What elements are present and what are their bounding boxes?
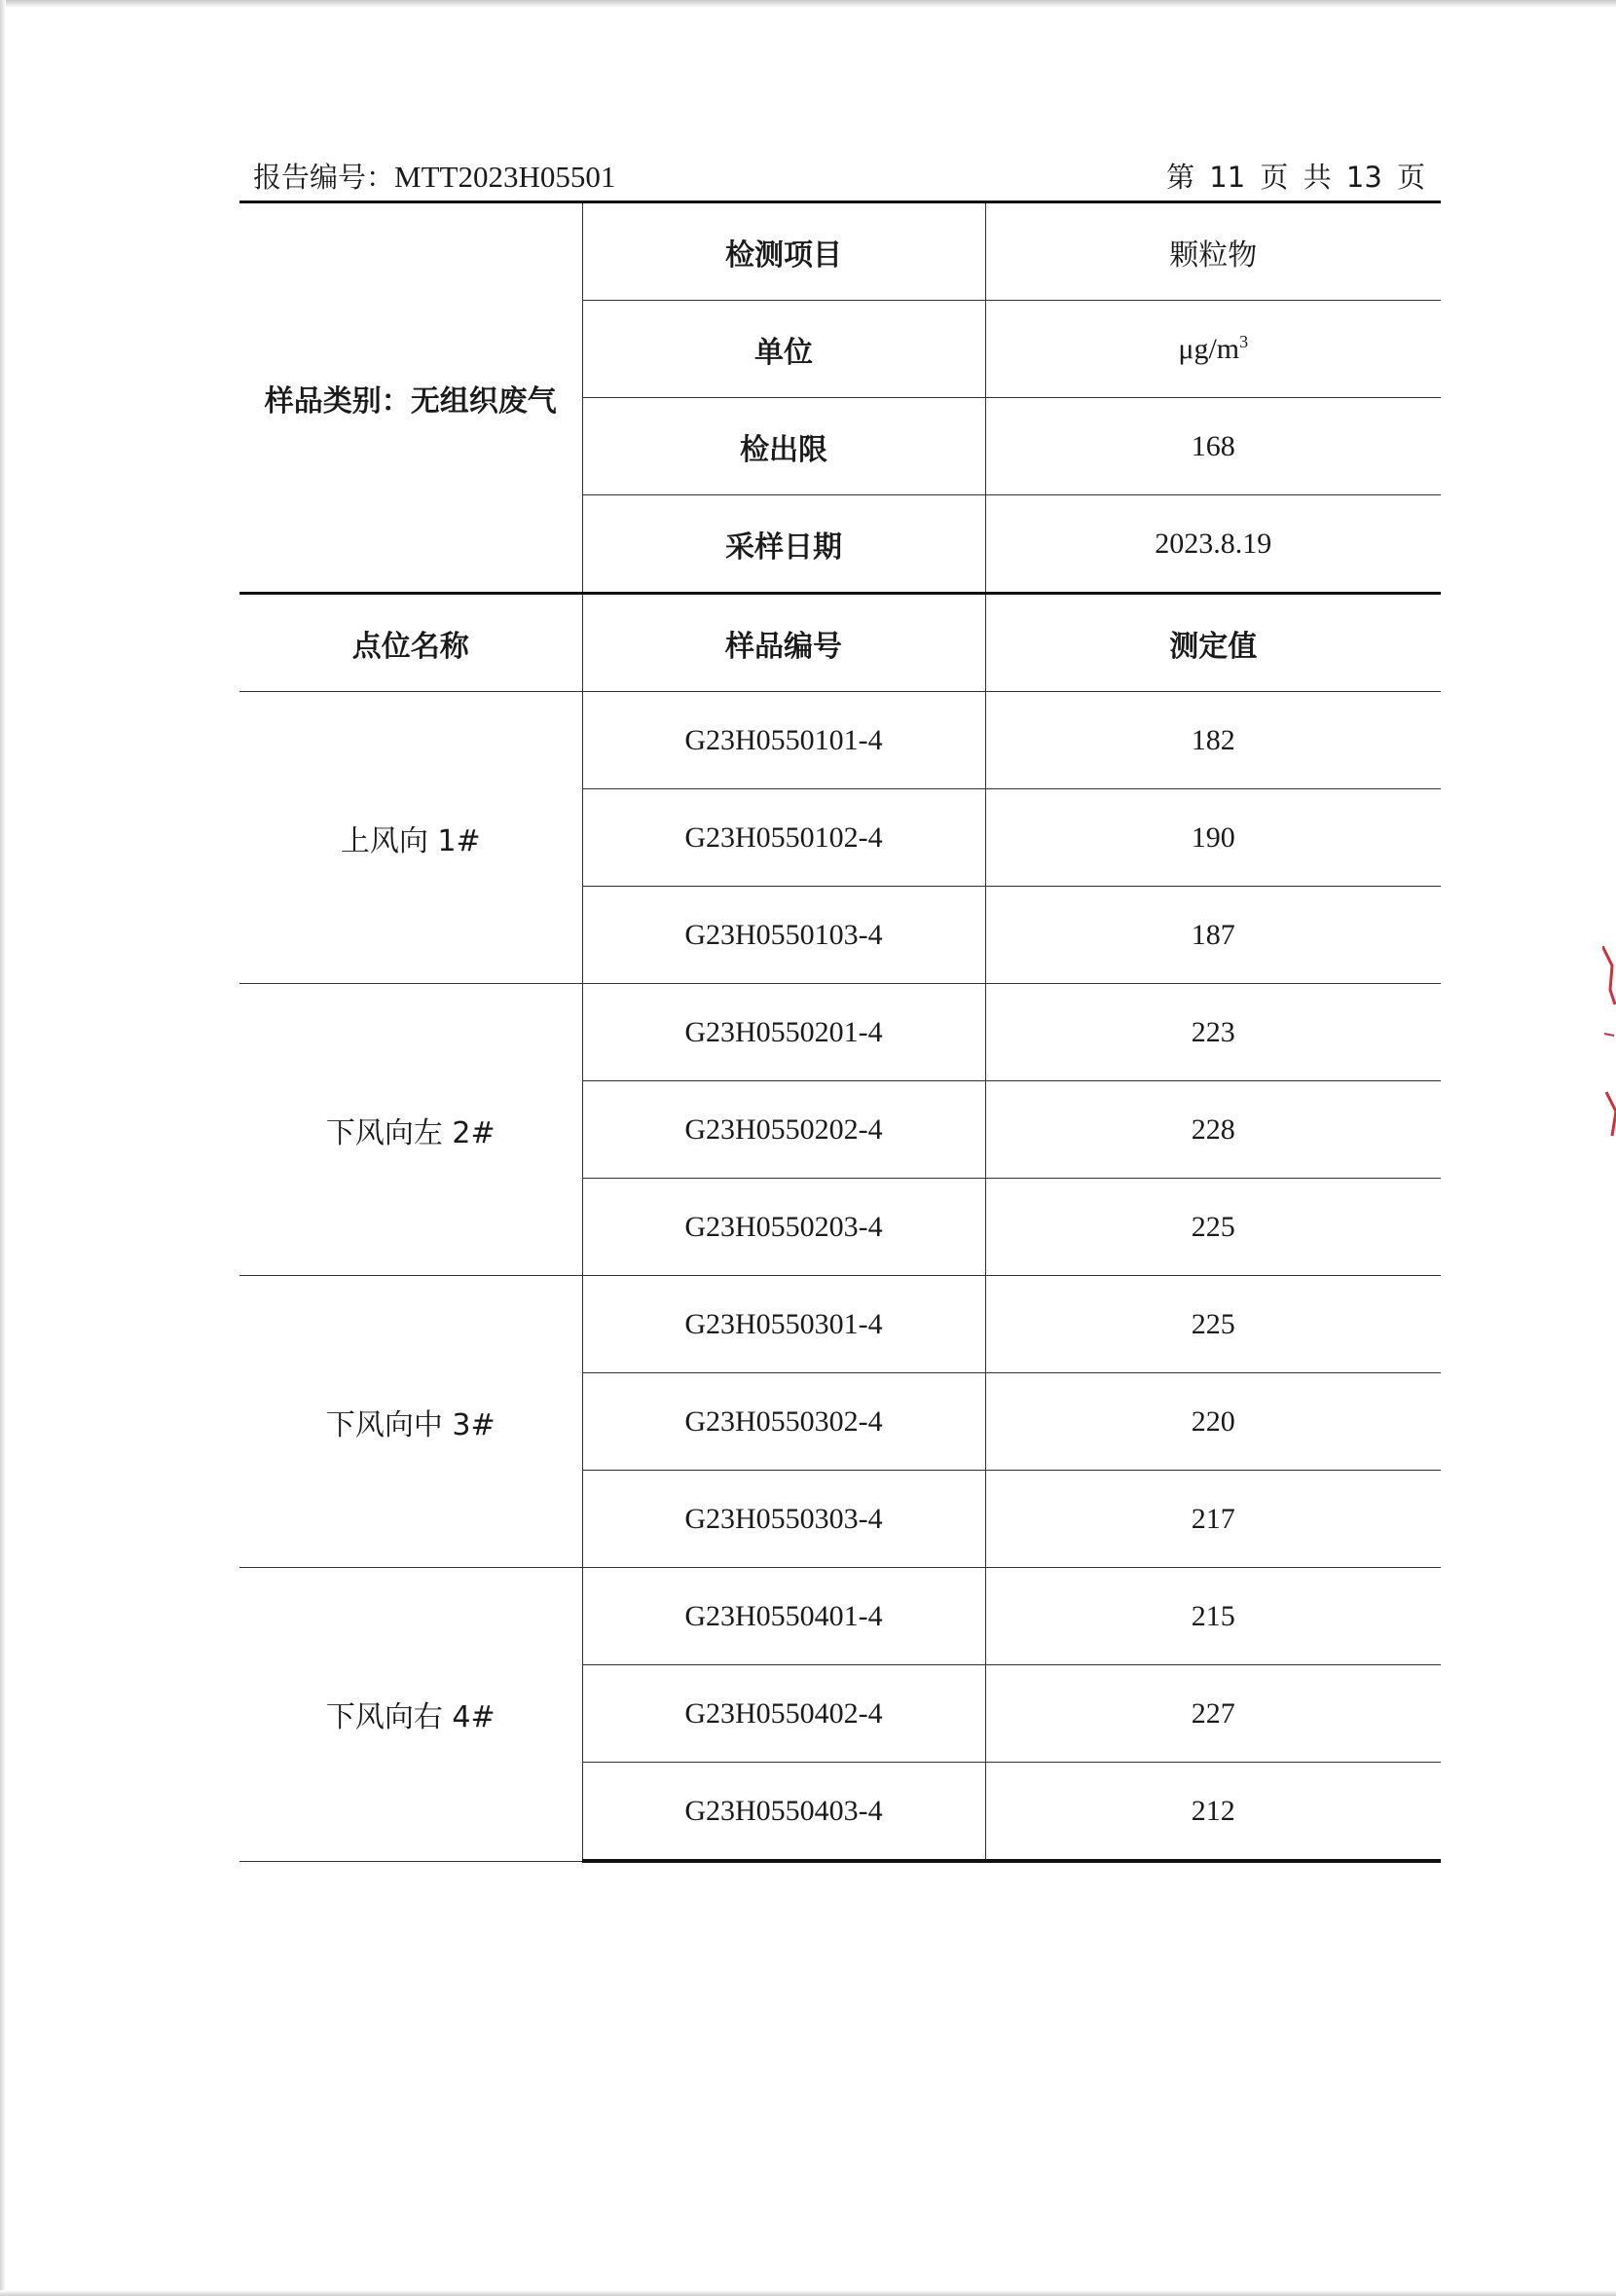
column-header: 点位名称 (239, 594, 582, 692)
info-label: 单位 (582, 301, 985, 398)
site-name: 下风向左 2# (239, 984, 582, 1276)
sample-id: G23H0550101-4 (582, 692, 985, 789)
sample-id: G23H0550102-4 (582, 789, 985, 887)
sample-id: G23H0550303-4 (582, 1471, 985, 1568)
scan-edge-top (0, 0, 1616, 8)
measured-value: 227 (985, 1665, 1441, 1763)
info-value: 颗粒物 (985, 203, 1441, 301)
sample-id: G23H0550403-4 (582, 1763, 985, 1862)
scan-edge-bottom (0, 2290, 1616, 2296)
measured-value: 187 (985, 887, 1441, 984)
report-table (239, 203, 1441, 1863)
sample-type: 样品类别：无组织废气 (239, 203, 582, 594)
measured-value: 217 (985, 1471, 1441, 1568)
measured-value: 225 (985, 1276, 1441, 1373)
report-number-label: 报告编号： (253, 161, 395, 194)
site-name: 上风向 1# (239, 692, 582, 984)
measured-value: 182 (985, 692, 1441, 789)
seal-fragment-icon (1602, 946, 1616, 1141)
measured-value: 223 (985, 984, 1441, 1081)
column-header: 样品编号 (582, 594, 985, 692)
measured-value: 215 (985, 1568, 1441, 1665)
measured-value: 228 (985, 1081, 1441, 1179)
info-label: 检出限 (582, 398, 985, 495)
measured-value: 212 (985, 1763, 1441, 1862)
report-number-value: MTT2023H05501 (394, 160, 616, 194)
column-header: 测定值 (985, 594, 1441, 692)
sample-id: G23H0550302-4 (582, 1373, 985, 1471)
info-value-unit (985, 301, 1441, 398)
unit-text: μg/m (1178, 333, 1240, 365)
page-info: 第 11 页 共 13 页 (1166, 161, 1425, 194)
unit-superscript: 3 (1239, 332, 1249, 351)
sample-id: G23H0550401-4 (582, 1568, 985, 1665)
sample-id: G23H0550201-4 (582, 984, 985, 1081)
table-row (239, 1276, 1441, 1373)
table-row (239, 692, 1441, 789)
table-row (239, 1568, 1441, 1665)
report-number (253, 158, 615, 198)
info-value: 2023.8.19 (985, 495, 1441, 594)
sample-id: G23H0550203-4 (582, 1179, 985, 1276)
site-name: 下风向右 4# (239, 1568, 582, 1862)
info-row (239, 203, 1441, 301)
page-header (239, 158, 1441, 197)
sample-id: G23H0550301-4 (582, 1276, 985, 1373)
info-label: 检测项目 (582, 203, 985, 301)
measured-value: 225 (985, 1179, 1441, 1276)
info-label: 采样日期 (582, 495, 985, 594)
measured-value: 220 (985, 1373, 1441, 1471)
column-header-row (239, 594, 1441, 692)
table-row (239, 984, 1441, 1081)
sample-id: G23H0550202-4 (582, 1081, 985, 1179)
info-value: 168 (985, 398, 1441, 495)
measured-value: 190 (985, 789, 1441, 887)
sample-id: G23H0550103-4 (582, 887, 985, 984)
site-name: 下风向中 3# (239, 1276, 582, 1568)
scan-edge-left (0, 0, 6, 2296)
sample-id: G23H0550402-4 (582, 1665, 985, 1763)
